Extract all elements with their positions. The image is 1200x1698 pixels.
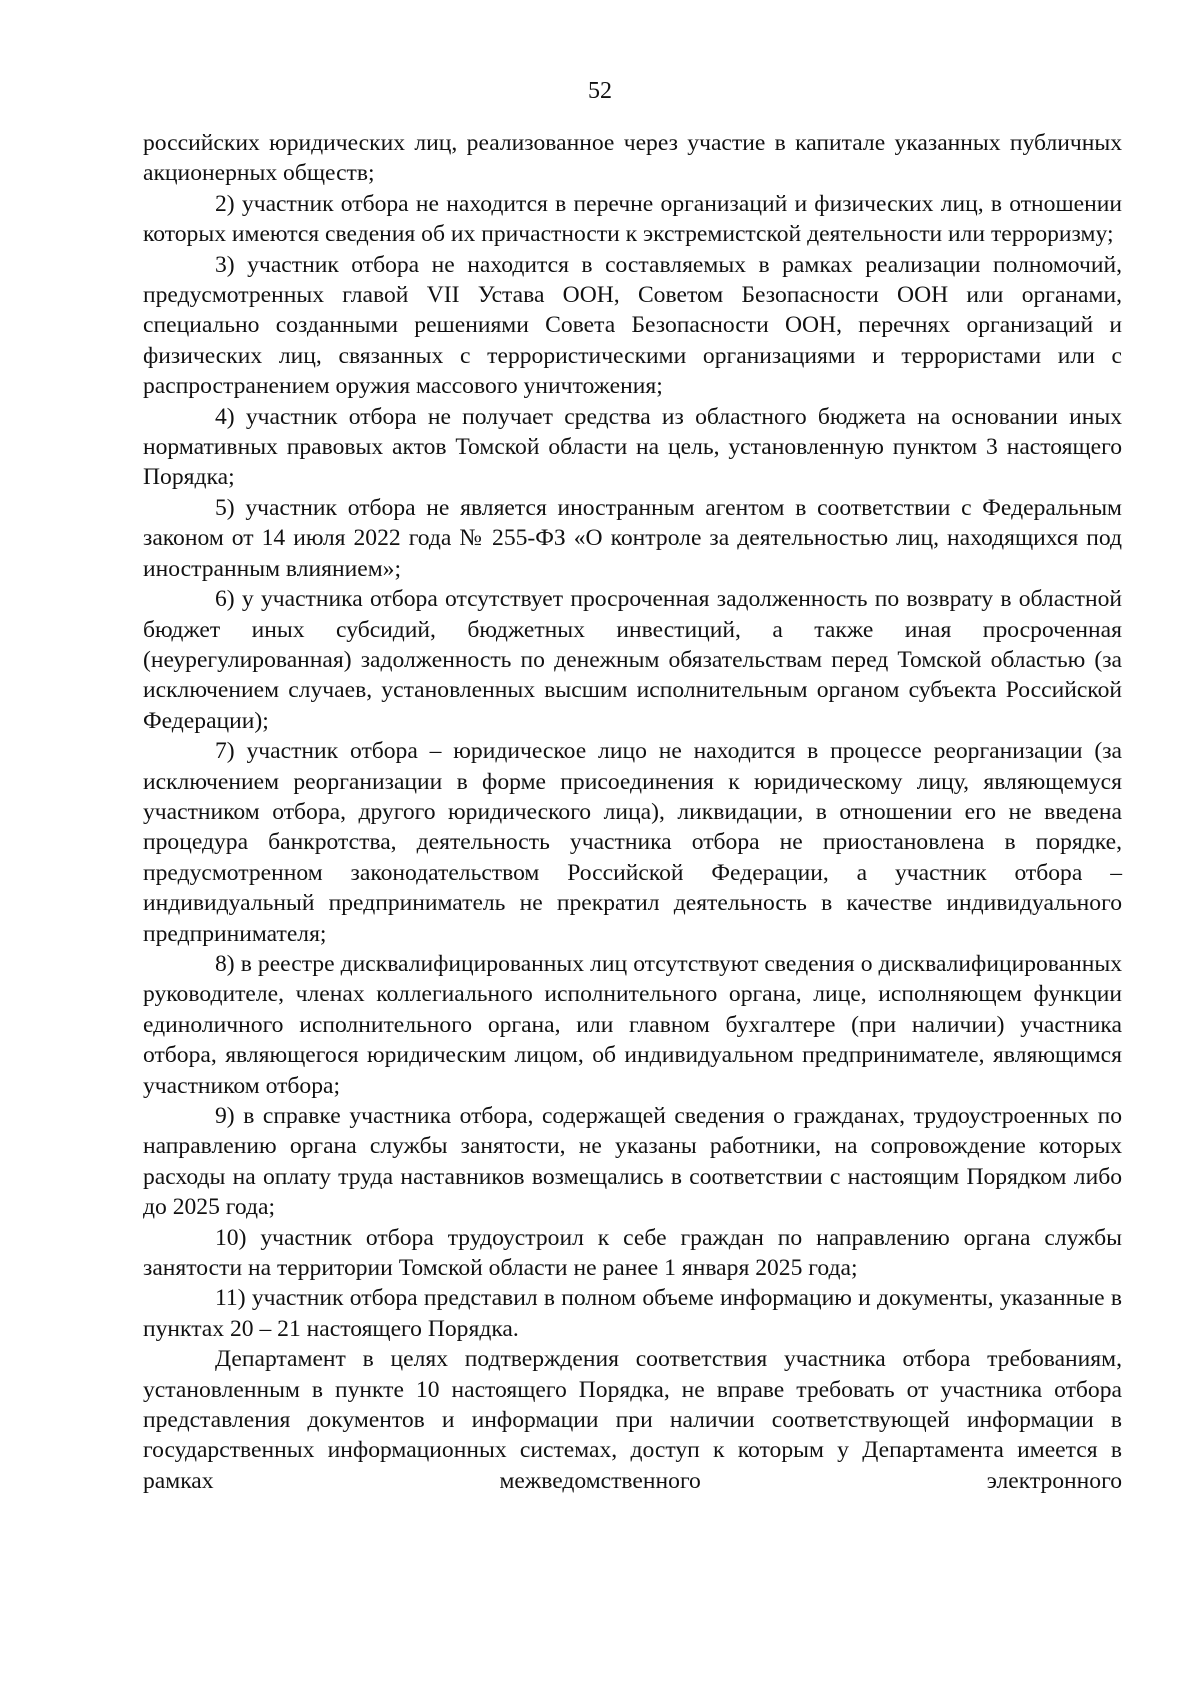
paragraph-department: Департамент в целях подтверждения соответствия участника отбора требованиям, установленным в пункте 10 настоящего Порядка, не вправе требовать от участника отбора представления документов и информации при наличии соответствующей информации в государственных информационных системах, доступ к которым у Департамента имеется в рамках межведомственного электронного <box>143 1346 1122 1494</box>
paragraph-item-5: 5) участник отбора не является иностранным агентом в соответствии с Федеральным законом от 14 июля 2022 года № 255-ФЗ «О контроле за деятельностью лиц, находящихся под иностранным влиянием»; <box>143 494 1122 582</box>
paragraph-item-6: 6) у участника отбора отсутствует просроченная задолженность по возврату в областной бюджет иных субсидий, бюджетных инвестиций, а также иная просроченная (неурегулированная) задолженность по денежным обязательствам перед Томской областью (за исключением случаев, установленных высшим исполнительным органом субъекта Российской Федерации); <box>143 586 1122 734</box>
paragraph-item-8: 8) в реестре дисквалифицированных лиц отсутствуют сведения о дисквалифицированных руководителе, членах коллегиального исполнительного органа, лице, исполняющем функции единоличного исполнительного органа, или главном бухгалтере (при наличии) участника отбора, являющегося юридическим лицом, об индивидуальном предпринимателе, являющимся участником отбора; <box>143 950 1122 1099</box>
paragraph-item-10: 10) участник отбора трудоустроил к себе граждан по направлению органа службы занятости на территории Томской области не ранее 1 января 2025 года; <box>143 1224 1122 1282</box>
paragraph-item-4: 4) участник отбора не получает средства из областного бюджета на основании иных нормативных правовых актов Томской области на цель, установленную пунктом 3 настоящего Порядка; <box>143 403 1122 491</box>
paragraph-item-11: 11) участник отбора представил в полном объеме информацию и документы, указанные в пунктах 20 – 21 настоящего Порядка. <box>143 1285 1122 1342</box>
paragraph-item-7: 7) участник отбора – юридическое лицо не находится в процессе реорганизации (за исключением реорганизации в форме присоединения к юридическому лицу, являющемуся участником отбора, другого юридического лица), ликвидации, в отношении его не введена процедура банкротства, деятельность участника отбора не приостановлена в порядке, предусмотренном законодательством Российской Федерации, а участник отбора – индивидуальный предприниматель не прекратил деятельность в качестве индивидуального предпринимателя; <box>143 738 1122 947</box>
page-number: 52 <box>588 78 612 104</box>
paragraph-continuation: российских юридических лиц, реализованное через участие в капитале указанных публичных акционерных обществ; <box>143 130 1122 187</box>
document-body <box>143 128 1122 1496</box>
paragraph-item-9: 9) в справке участника отбора, содержащей сведения о гражданах, трудоустроенных по направлению органа службы занятости, не указаны работники, на сопровождение которых расходы на оплату труда наставников возмещались в соответствии с настоящим Порядком либо до 2025 года; <box>143 1103 1122 1221</box>
paragraph-item-2: 2) участник отбора не находится в перечне организаций и физических лиц, в отношении которых имеются сведения об их причастности к экстремистской деятельности или терроризму; <box>143 190 1122 248</box>
paragraph-item-3: 3) участник отбора не находится в составляемых в рамках реализации полномочий, предусмотренных главой VII Устава ООН, Советом Безопасности ООН или органами, специально созданными решениями Совета Безопасности ООН, перечнях организаций и физических лиц, связанных с террористическими организациями и террористами или с распространением оружия массового уничтожения; <box>143 251 1122 400</box>
